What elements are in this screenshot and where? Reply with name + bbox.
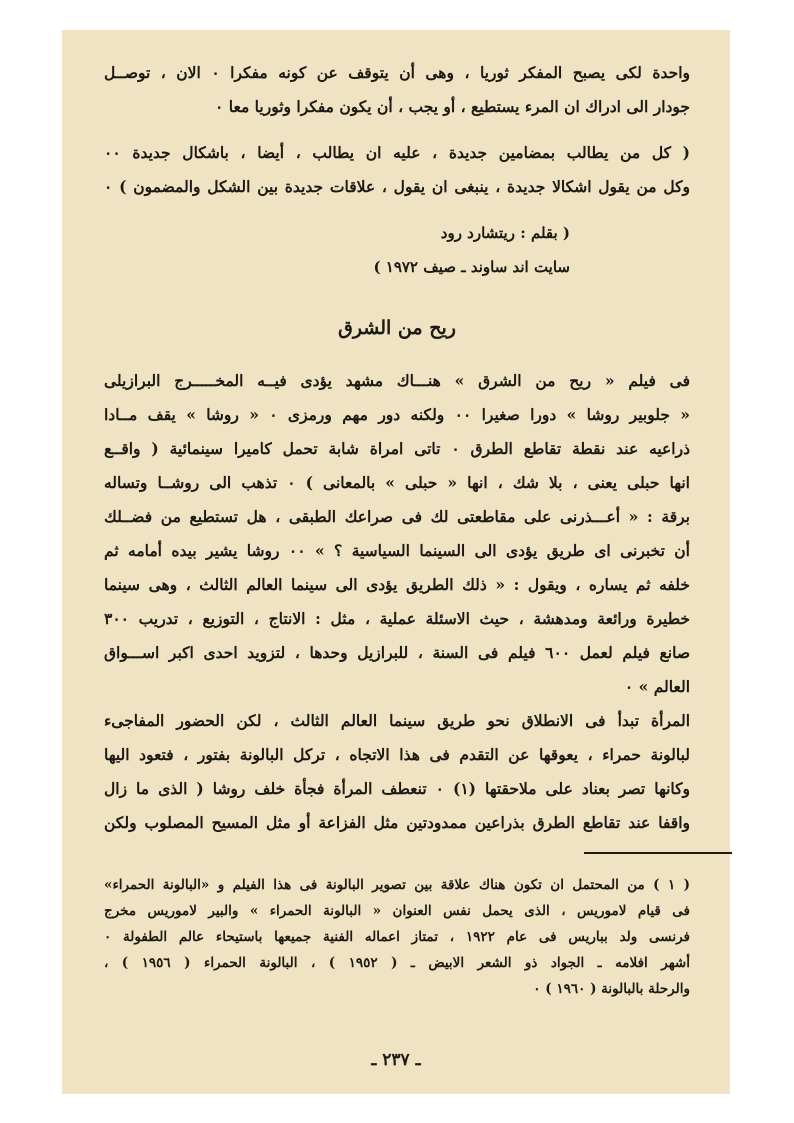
body-line: خطيرة ورائعة ومدهشة ، حيث الاسئلة عملية ، مثل : الانتاج ، التوزيع ، تدريب ٣٠٠ bbox=[104, 609, 690, 628]
intro-line: جودار الى ادراك ان المرء يستطيع ، أو يجب ، أن يكون مفكرا وثوريا معا ٠ bbox=[215, 97, 690, 116]
body-line: انها حبلى يعنى ، بلا شك ، انها « حبلى » بالمعانى ) ٠ تذهب الى روشــا وتساله bbox=[104, 473, 690, 492]
section-heading: ريح من الشرق bbox=[338, 317, 456, 339]
footnote-line: أشهر افلامه ـ الجواد ذو الشعر الابيض ـ ( ١٩٥٢ ) ، البالونة الحمراء ( ١٩٥٦ ) ، bbox=[104, 955, 690, 971]
quote-line: ( كل من يطالب بمضامين جديدة ، عليه ان يطالب ، أيضا ، باشكال جديدة ٠٠ bbox=[104, 143, 690, 162]
page-content bbox=[104, 60, 690, 1004]
paragraph-line: لبالونة حمراء ، يعوقها عن التقدم فى هذا الاتجاه ، تركل البالونة بفتور ، فتعود اليها bbox=[104, 745, 690, 764]
footnote-line: والرحلة بالبالونة ( ١٩٦٠ ) ٠ bbox=[533, 981, 690, 997]
intro-line: واحدة لكى يصبح المفكر ثوريا ، وهى أن يتوقف عن كونه مفكرا ٠ الان ، توصــل bbox=[104, 63, 690, 82]
quote-line: وكل من يقول اشكالا جديدة ، ينبغى ان يقول ، علاقات جديدة بين الشكل والمضمون ) ٠ bbox=[104, 177, 690, 196]
paragraph-line: واقفا عند تقاطع الطرق بذراعين ممدودتين مثل الفزاعة أو مثل المسيح المصلوب ولكن bbox=[104, 813, 690, 832]
body-line: ذراعيه عند نقطة تقاطع الطرق ٠ تاتى امراة شابة تحمل كاميرا سينمائية ( واقــع bbox=[104, 439, 690, 458]
body-line: العالم » ٠ bbox=[624, 677, 690, 696]
page-number: ـ ٢٣٧ ـ bbox=[371, 1050, 421, 1070]
footnote-separator bbox=[584, 852, 732, 854]
body-line: برقة : « أعـــذرنى على مقاطعتى لك فى صراعك الطبقى ، هل تستطيع من فضــلك bbox=[104, 507, 690, 526]
body-line: خلفه ثم يساره ، ويقول : « ذلك الطريق يؤدى الى سينما العالم الثالث ، وهى سينما bbox=[104, 575, 690, 594]
footnote-line: ( ١ ) من المحتمل ان تكون هناك علاقة بين تصوير البالونة فى هذا الفيلم و «البالونة الحمراء» bbox=[104, 877, 690, 893]
body-line: « جلوبير روشا » دورا صغيرا ٠٠ ولكنه دور مهم ورمزى ٠ « روشا » يقف مــادا bbox=[104, 405, 690, 424]
body-line: أن تخبرنى اى طريق يؤدى الى السينما السياسية ؟ » ٠٠ روشا يشير بيده أمامه ثم bbox=[104, 541, 690, 560]
paragraph-line: وكانها تصر بعناد على ملاحقتها (١) ٠ تنعطف المرأة فجأة خلف روشا ( الذى ما زال bbox=[104, 779, 690, 798]
paragraph-line: المرأة تبدأ فى الانطلاق نحو طريق سينما العالم الثالث ، لكن الحضور المفاجىء bbox=[104, 711, 690, 730]
footnote-line: فرنسى ولد بباريس فى عام ١٩٢٢ ، تمتاز اعماله الفنية جميعها باستيحاء عالم الطفولة ٠ bbox=[104, 929, 690, 945]
citation-source: سايت اند ساوند ـ صيف ١٩٧٢ ) bbox=[373, 258, 570, 276]
body-line: فى فيلم « ريح من الشرق » هنـــاك مشهد يؤدى فيــه المخـــــرج البرازيلى bbox=[104, 371, 690, 390]
body-line: صانع فيلم لعمل ٦٠٠ فيلم فى السنة ، للبرازيل وحدها ، لتزويد احدى اكبر اســـواق bbox=[104, 643, 690, 662]
scanned-page bbox=[62, 30, 730, 1094]
citation-author: ( بقلم : ريتشارد رود bbox=[440, 224, 570, 242]
footnote-line: فى قيام لاموريس ، الذى يحمل نفس العنوان « البالونة الحمراء » والبير لاموريس مخرج bbox=[104, 903, 690, 919]
footnote-separator-wrap bbox=[104, 852, 690, 874]
